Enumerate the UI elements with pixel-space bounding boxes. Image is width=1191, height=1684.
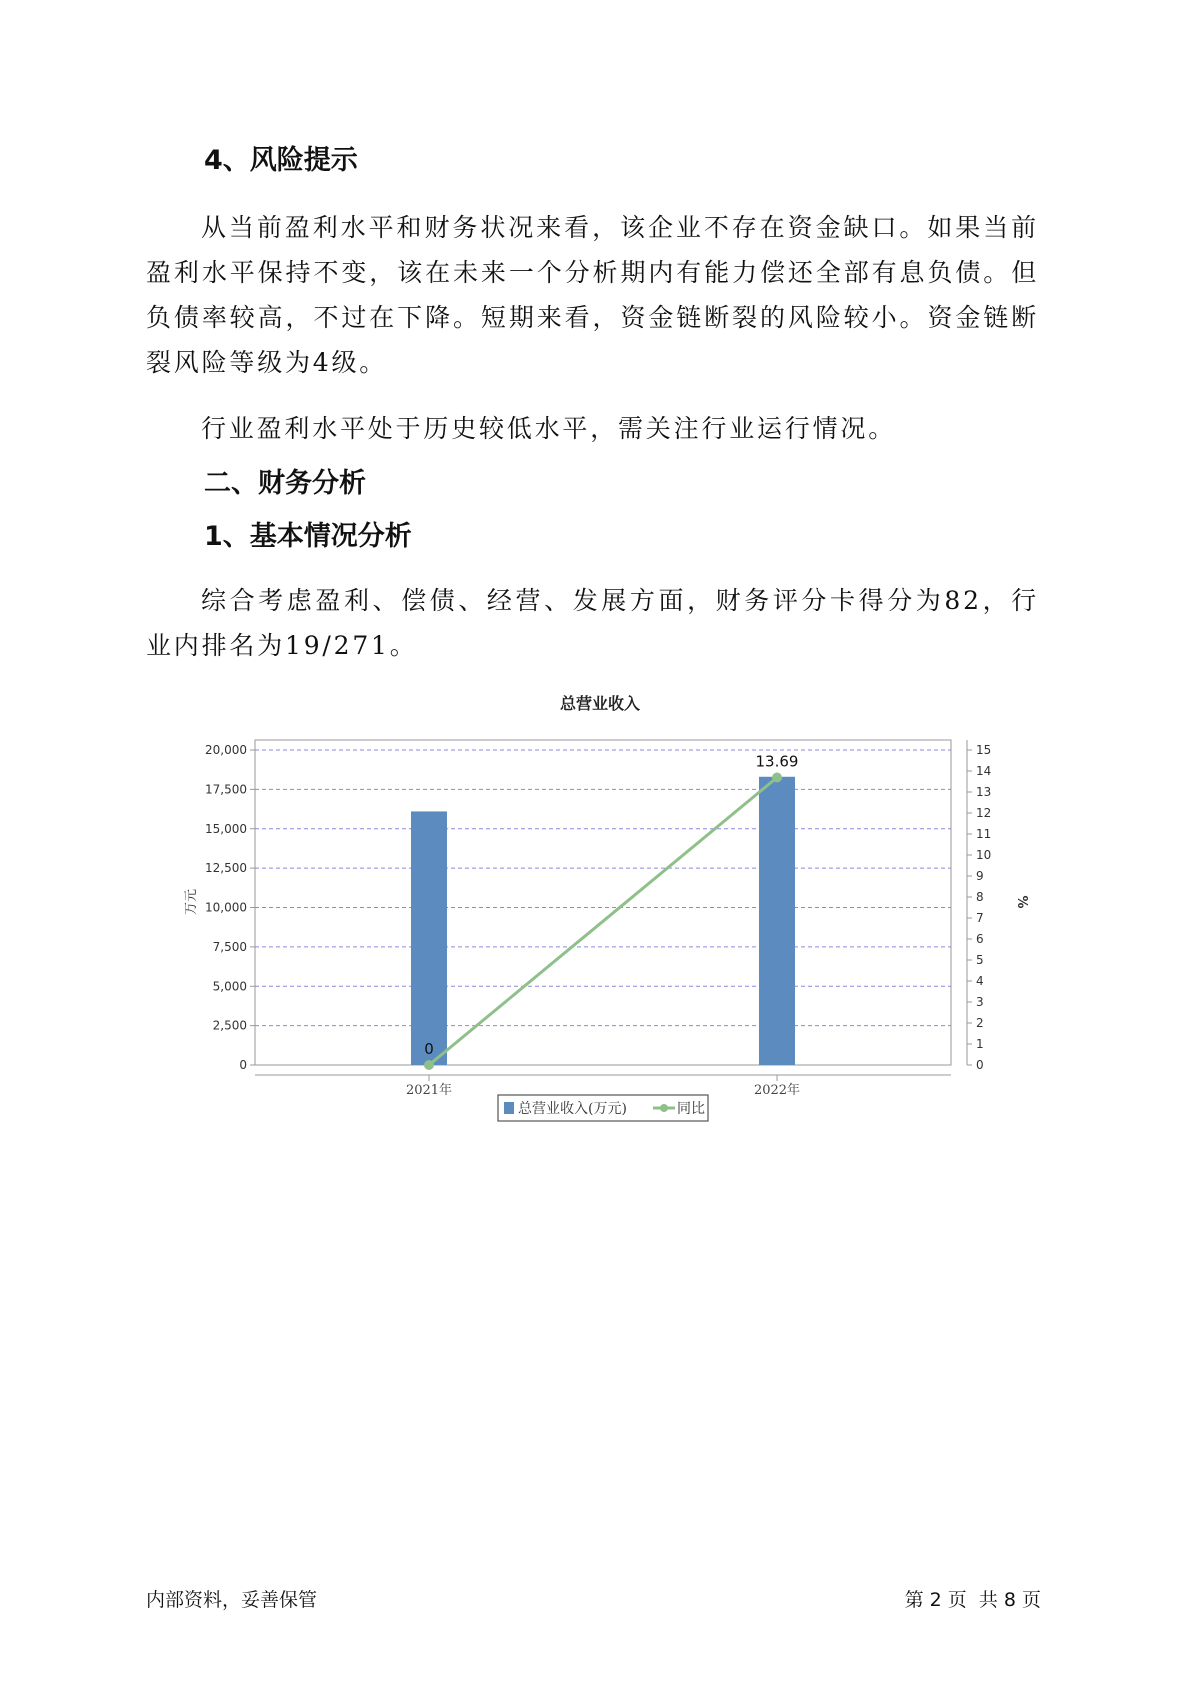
y2-tick-label: 2	[976, 1016, 984, 1030]
y2-tick-label: 14	[976, 764, 992, 778]
y2-tick-label: 4	[976, 974, 984, 988]
growth-data-label: 0	[424, 1040, 434, 1058]
chart-title: 总营业收入	[559, 694, 641, 713]
y-tick-label: 5,000	[212, 979, 247, 994]
score-paragraph: 综合考虑盈利、偿债、经营、发展方面，财务评分卡得分为82，行业内排名为19/271。	[146, 586, 1039, 660]
y-tick-label: 15,000	[205, 821, 247, 836]
y2-tick-label: 5	[976, 953, 984, 967]
x-tick-label: 2021年	[405, 1083, 453, 1098]
legend-revenue: 总营业收入(万元)	[518, 1101, 627, 1117]
revenue-bar	[759, 777, 795, 1065]
y2-tick-label: 1	[976, 1037, 984, 1051]
section-heading-financial-analysis: 二、财务分析	[204, 468, 366, 499]
industry-paragraph: 行业盈利水平处于历史较低水平，需关注行业运行情况。	[201, 414, 897, 443]
growth-data-label: 13.69	[755, 752, 799, 771]
y-tick-label: 2,500	[212, 1018, 247, 1033]
chart-legend	[498, 1095, 708, 1121]
y-axis-label: 万元	[184, 888, 199, 916]
revenue-bar	[411, 811, 447, 1065]
revenue-chart	[170, 690, 1050, 1160]
y2-tick-label: 13	[976, 785, 992, 799]
y-tick-label: 17,500	[205, 782, 247, 797]
y2-tick-label: 12	[976, 806, 992, 820]
growth-point	[772, 773, 782, 783]
x-tick-label: 2022年	[753, 1083, 801, 1098]
y-tick-label: 10,000	[205, 900, 247, 915]
growth-point	[424, 1060, 434, 1070]
section-heading-basic-analysis: 1、基本情况分析	[204, 521, 412, 552]
footer-confidential: 内部资料，妥善保管	[146, 1589, 318, 1611]
y2-tick-label: 6	[976, 932, 984, 946]
legend-swatch-revenue	[504, 1102, 514, 1114]
section-heading-risk: 4、风险提示	[204, 145, 358, 176]
y2-tick-label: 10	[976, 848, 992, 862]
risk-paragraph: 从当前盈利水平和财务状况来看，该企业不存在资金缺口。如果当前盈利水平保持不变，该在未来一个分析期内有能力偿还全部有息负债。但负债率较高，不过在下降。短期来看，资金链断裂的风险较小。资金链断裂风险等级为4级。	[146, 213, 1039, 377]
plot-area	[255, 740, 951, 1065]
y-tick-label: 7,500	[212, 939, 247, 954]
y2-tick-label: 8	[976, 890, 984, 904]
y2-axis-label: %	[1014, 895, 1029, 909]
y2-tick-label: 3	[976, 995, 984, 1009]
footer-page-number: 第 2 页 共 8 页	[904, 1589, 1041, 1611]
y2-tick-label: 0	[976, 1058, 984, 1072]
y-tick-label: 0	[239, 1058, 247, 1072]
y2-tick-label: 11	[976, 827, 992, 841]
y2-tick-label: 9	[976, 869, 984, 883]
y-tick-label: 12,500	[205, 861, 247, 876]
y2-tick-label: 7	[976, 911, 984, 925]
y-tick-label: 20,000	[205, 743, 247, 757]
y2-tick-label: 15	[976, 743, 992, 757]
legend-growth: 同比	[677, 1101, 705, 1117]
legend-dot-growth	[660, 1104, 668, 1112]
